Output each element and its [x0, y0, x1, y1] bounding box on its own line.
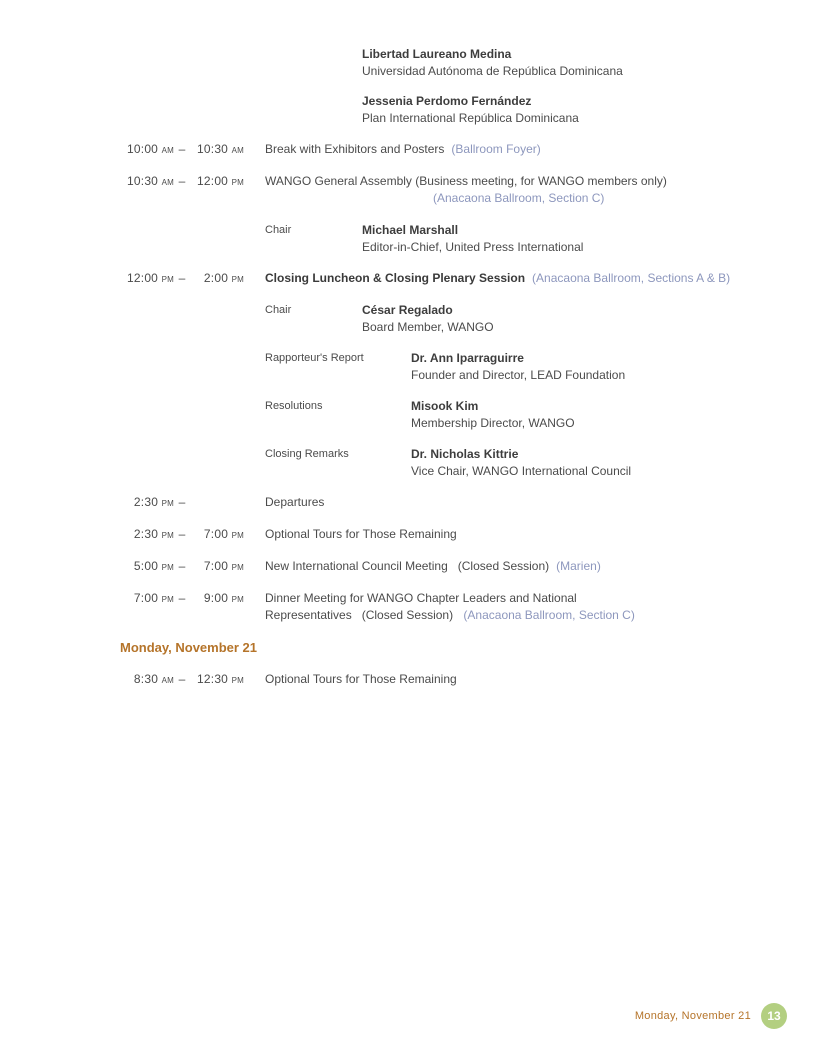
time-range: [120, 141, 244, 158]
session-people-row: [265, 446, 817, 480]
time-start: 10:00 am: [127, 142, 174, 156]
time-end: 7:00 pm: [203, 559, 244, 573]
person-role-label: Resolutions: [265, 400, 323, 412]
session-location: (Anacaona Ballroom, Section C): [463, 608, 635, 622]
session-title: WANGO General Assembly (Business meeting, for WANGO members only): [265, 174, 667, 188]
time-dash: –: [178, 495, 186, 509]
person-affiliation: Founder and Director, LEAD Foundation: [411, 368, 626, 382]
time-end: 7:00 pm: [203, 527, 244, 541]
person-affiliation: Board Member, WANGO: [362, 320, 494, 334]
page-footer: [635, 1003, 787, 1029]
time-dash: –: [178, 174, 186, 188]
person-details: [362, 222, 583, 256]
session-people-row: [265, 350, 817, 384]
person-name: Michael Marshall: [362, 223, 459, 237]
time-end: 12:00 pm: [197, 174, 244, 188]
person-affiliation: Vice Chair, WANGO International Council: [411, 464, 632, 478]
attendee-affiliation: Plan International República Dominicana: [362, 111, 579, 125]
session-description: [265, 671, 790, 688]
schedule-row: [120, 526, 817, 543]
session-description: [265, 173, 790, 207]
schedule-row: [120, 558, 817, 575]
person-details: [411, 446, 631, 480]
session-title: Closing Luncheon & Closing Plenary Session: [265, 271, 526, 285]
session-description: [265, 558, 790, 575]
time-range: [120, 270, 244, 287]
attendee-affiliation: Universidad Autónoma de República Dominicana: [362, 64, 623, 78]
person-name: César Regalado: [362, 303, 453, 317]
session-title: Optional Tours for Those Remaining: [265, 672, 457, 686]
list-item: [362, 93, 817, 127]
person-role-label: Chair: [265, 224, 292, 236]
time-range: [120, 558, 244, 575]
session-title-line2: Representatives (Closed Session): [265, 608, 457, 622]
time-dash: –: [178, 672, 186, 686]
person-role-label: Chair: [265, 304, 292, 316]
time-range: [120, 671, 244, 688]
time-start: 7:00 pm: [133, 591, 174, 605]
session-title: Departures: [265, 495, 325, 509]
section-heading-monday-november-21: Monday, November 21: [120, 640, 258, 655]
time-dash: –: [178, 142, 186, 156]
schedule-row: [120, 173, 817, 207]
footer-day-label: Monday, November 21: [634, 1009, 751, 1022]
session-people-row: [265, 302, 817, 336]
time-end: 9:00 pm: [203, 591, 244, 605]
time-range: [120, 494, 244, 511]
session-description: [265, 526, 790, 543]
schedule-row: [120, 671, 817, 688]
person-name: Misook Kim: [411, 399, 479, 413]
time-range: [120, 173, 244, 207]
time-dash: –: [178, 591, 186, 605]
schedule-row: [120, 494, 817, 511]
session-title: Break with Exhibitors and Posters: [265, 142, 445, 156]
person-affiliation: Membership Director, WANGO: [411, 416, 575, 430]
session-location: (Ballroom Foyer): [451, 142, 541, 156]
time-end: 12:30 pm: [197, 672, 244, 686]
person-details: [362, 302, 494, 336]
session-location: (Anacaona Ballroom, Section C): [433, 191, 605, 205]
time-end: 2:00 pm: [203, 271, 244, 285]
session-title-line1: Dinner Meeting for WANGO Chapter Leaders and National: [265, 591, 577, 605]
session-people-row: [265, 398, 817, 432]
time-start: 8:30 am: [133, 672, 174, 686]
attendee-name: Jessenia Perdomo Fernández: [362, 94, 532, 108]
person-details: [411, 398, 575, 432]
time-start: 5:00 pm: [133, 559, 174, 573]
list-item: [362, 46, 817, 80]
session-description: [265, 494, 790, 511]
page-number-badge: 13: [761, 1003, 787, 1029]
session-title-line2-wrap: [265, 607, 790, 624]
session-description: [265, 270, 790, 287]
time-dash: –: [178, 559, 186, 573]
time-start: 10:30 am: [127, 174, 174, 188]
session-people-row: [265, 222, 817, 256]
attendee-name: Libertad Laureano Medina: [362, 47, 512, 61]
time-range: [120, 590, 244, 624]
session-description: [265, 590, 790, 624]
time-end: 10:30 am: [197, 142, 244, 156]
time-range: [120, 526, 244, 543]
person-name: Dr. Ann Iparraguirre: [411, 351, 524, 365]
schedule-row: [120, 270, 817, 287]
time-start: 12:00 pm: [127, 271, 174, 285]
person-name: Dr. Nicholas Kittrie: [411, 447, 519, 461]
attendee-list: [362, 46, 817, 127]
session-location: (Marien): [556, 559, 601, 573]
session-location: (Anacaona Ballroom, Sections A & B): [532, 271, 731, 285]
schedule-row: [120, 590, 817, 624]
time-dash: –: [178, 271, 186, 285]
time-start: 2:30 pm: [133, 527, 174, 541]
schedule-row: [120, 141, 817, 158]
person-role-label: Rapporteur's Report: [265, 352, 364, 364]
person-role-label: Closing Remarks: [265, 448, 349, 460]
time-dash: –: [178, 527, 186, 541]
time-start: 2:30 pm: [133, 495, 174, 509]
session-location-line: [433, 190, 790, 207]
session-description: [265, 141, 790, 158]
session-title: Optional Tours for Those Remaining: [265, 527, 457, 541]
session-title: New International Council Meeting (Closed Session): [265, 559, 550, 573]
person-details: [411, 350, 625, 384]
person-affiliation: Editor-in-Chief, United Press International: [362, 240, 584, 254]
